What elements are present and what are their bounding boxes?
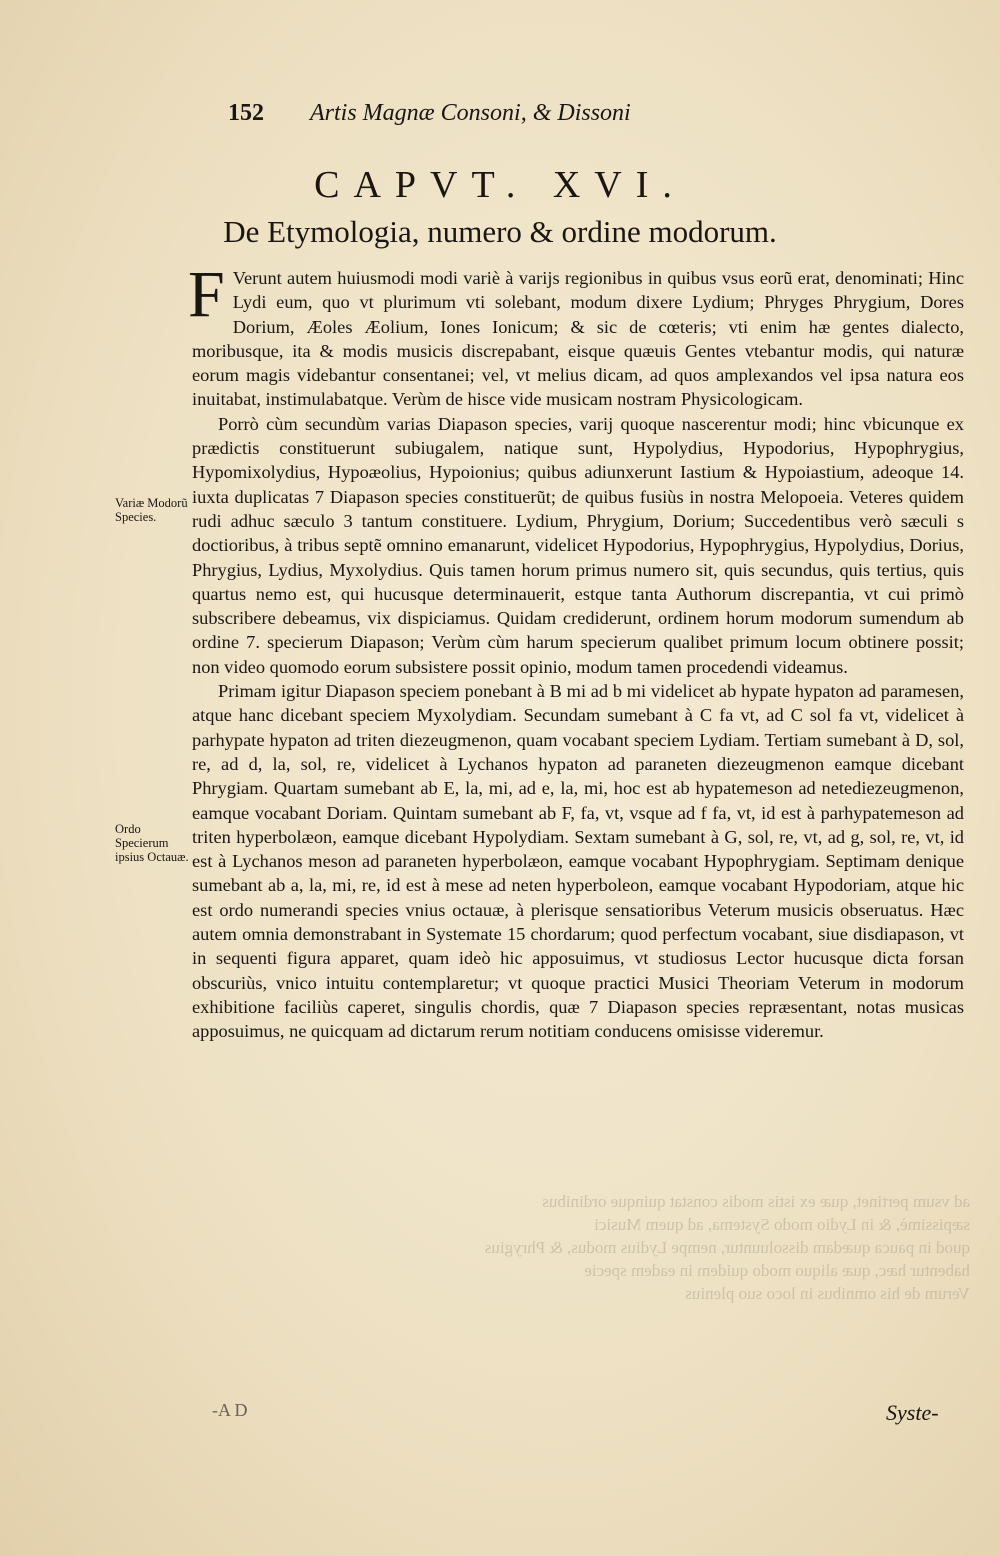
margin-note-species: Variæ Modorũ Species. xyxy=(115,496,188,524)
body-text xyxy=(188,258,964,1044)
paragraph-2: Porrò cùm secundùm varias Diapason species, varij quoque nascerentur modi; hinc vbicunque ex prædictis constituerunt subiugalem, natique sunt, Hypolydius, Hypodorius, Hypophrygius, Hypomixolydius, Hypoæolius, Hypoionius; quibus adiunxerunt Iastium & Hypoiastium, adeoque 14. iuxta duplicatas 7 Diapason species constituerũt; de quibus fusiùs in nostra Melopoeia. Veteres quidem rudi adhuc sæculo 3 tantum constituere. Lydium, Phrygium, Dorium; Succedentibus verò sæculi s doctioribus, à tribus septẽ omnino emanarunt, videlicet Hypodorius, Hypophrygius, Hypolydius, Dorius, Phrygius, Lydius, Myxolydius. Quis tamen horum primus numero sit, quis secundus, quis tertius, quis quartus nemo est, qui hucusque determinauerit, estque tanta Authorum discrepantia, vt cui primò subscribere debeamus, vix dispiciamus. Quidam crediderunt, ordinem horum modorum sumendum ab ordine 7. specierum Diapason; Verùm cùm harum specierum qualibet primum locum obtinere possit; non video quomodo eorum subsistere possit opinio, modum tamen procedendi videamus. xyxy=(192,413,964,677)
show-through-line: ad vsum pertinet, quæ ex istis modis constat quinque ordinibus xyxy=(542,1192,970,1211)
paragraph-3: Primam igitur Diapason speciem ponebant à B mi ad b mi videlicet ab hypate hypaton ad paramesen, atque hanc dicebant speciem Myxolydiam. Secundam sumebant à C fa vt, ad C sol fa vt, videlicet à parhypate hypaton ad triten diezeugmenon, quam vocabant speciem Lydiam. Tertiam sumebant à D, sol, re, ad d, la, sol, re, videlicet à Lychanos hypaton ad paraneten diezeugmenon eamque dicebant Phrygiam. Quartam sumebant ab E, la, mi, ad e, la, mi, hoc est ab hypatemeson ad netediezeugmenon, eamque vocabant Doriam. Quintam sumebant ab F, fa, vt, vsque ad f fa, vt, id est à parhypatemeson ad triten hyperbolæon, eamque dicebant Hypolydiam. Sextam sumebant à G, sol, re, vt, ad g, sol, re, vt, id est à Lychanos meson ad paraneten hyperbolæon, eamque vocabant Hypophrygiam. Septimam denique sumebant ab a, la, mi, re, id est à mese ad neten hyperboleon, eamque vocabant Hypodoriam, atque hic est ordo numerandi species vnius octauæ, à plerisque sensatioribus Veterum musicis obseruatus. Hæc autem omnia demonstrabant in Systemate 15 chordarum; quod perfectum vocabant, siue disdiapason, vt in sequenti figura apparet, quam ideò hic apposuimus, vt studiosus Lector hucusque dicta forsan obscuriùs, vnico intuitu contemplaretur; vt quoque practici Musici Theoriam Veterum in modorum exhibitione faciliùs caperet, singulis chordis, quæ 7 Diapason species repræsentant, notas musicas apposuimus, ne quicquam ad dictarum rerum notitiam conducens omisisse videremur. xyxy=(192,681,964,1042)
running-title: Artis Magnæ Consoni, & Dissoni xyxy=(310,100,631,126)
show-through-text xyxy=(180,1190,970,1305)
chapter-number: CAPVT. XVI. xyxy=(314,164,686,206)
show-through-line: habentur hæc, quæ aliquo modo quidem in eadem specie xyxy=(584,1261,970,1280)
paragraph-1-text: Verunt autem huiusmodi modi variè à varijs regionibus in quibus vsus eorũ erat, denominati; Hinc Lydi eum, quo vt plurimum vti solebant, modum dixere Lydium; Phryges Phrygium, Dores Dorium, Æoles Æolium, Iones Ionicum; & sic de cœteris; vti enim hæ gentes dialecto, moribusque, ita & modis musicis discrepabant, eisque quæuis Gentes vtebantur modis, qui naturæ eorum magis videbantur consentanei; vel, vt melius dicam, ad quos amplexandos vel ipsa natura eos inuitabat, instimulabatque. Verùm de hisce vide musicam nostram Physicologicam. xyxy=(192,268,964,410)
catchword: Syste- xyxy=(886,1400,939,1425)
page-number: 152 xyxy=(228,100,264,126)
signature-mark: -A D xyxy=(212,1400,248,1420)
margin-note-order: Ordo Specierum ipsius Octauæ. xyxy=(115,822,189,864)
chapter-title: De Etymologia, numero & ordine modorum. xyxy=(223,214,777,249)
show-through-line: sæpissimè, & in Lydio modo Systema, ad quem Musici xyxy=(594,1215,970,1234)
show-through-line: quod in pauca quædam dissoluuntur, nempe Lydius modus, & Phrygius xyxy=(484,1238,970,1257)
running-head xyxy=(228,100,788,127)
show-through-line: Verum de his omnibus in loco suo plenius xyxy=(685,1284,970,1303)
drop-cap: F xyxy=(188,258,225,331)
paragraph-1 xyxy=(188,258,964,412)
